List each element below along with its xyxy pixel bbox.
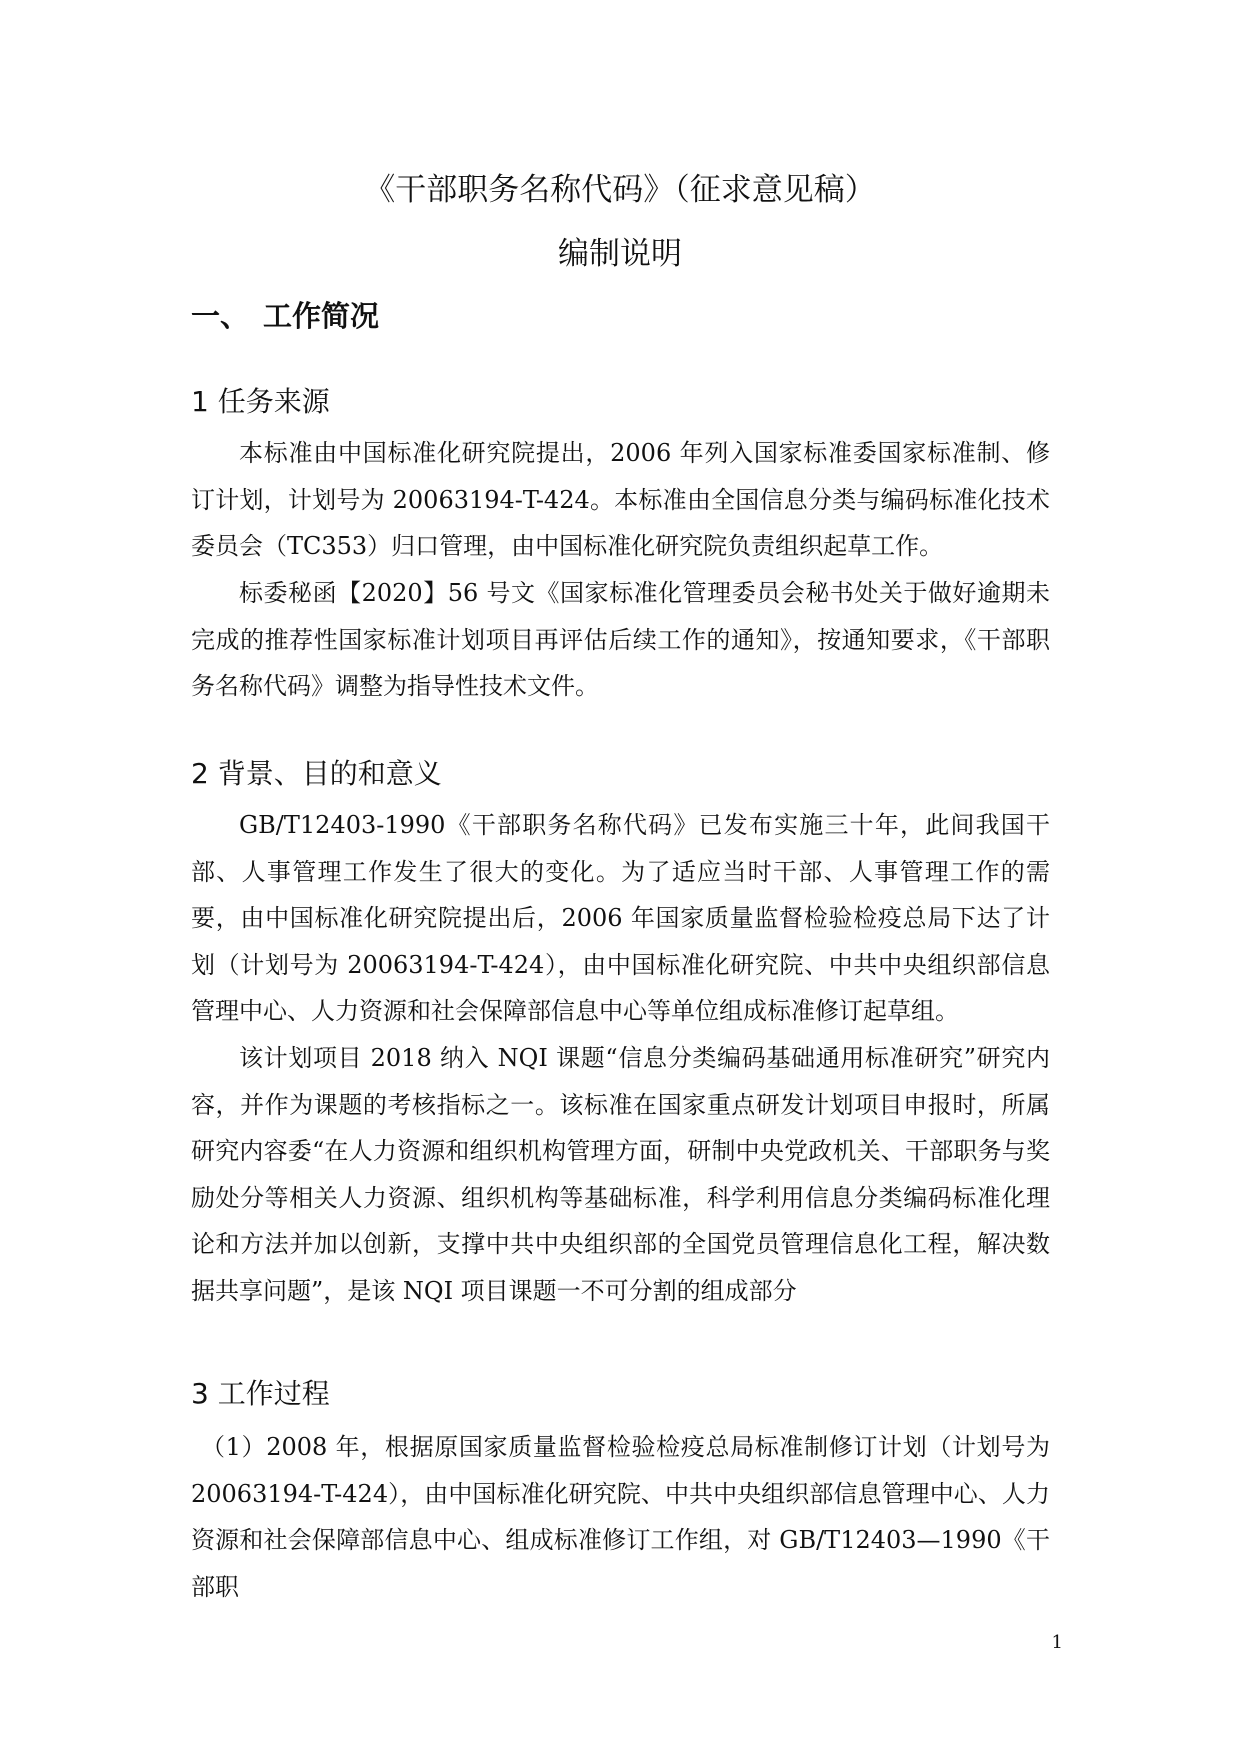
paragraph-task-source-2: 标委秘函【2020】56 号文《国家标准化管理委员会秘书处关于做好逾期未完成的推荐性国家标准计划项目再评估后续工作的通知》，按通知要求，《干部职务名称代码》调整为指导性技术文件。 <box>191 579 1050 701</box>
subsection-heading-task-source: 1 任务来源 <box>191 385 330 418</box>
page-number: 1 <box>1051 1632 1063 1653</box>
paragraph-work-process-1: （1）2008 年，根据原国家质量监督检验检疫总局标准制修订计划（计划号为 20063194-T-424），由中国标准化研究院、中共中央组织部信息管理中心、人力资源和社会保障部信息中心、组成标准修订工作组，对 GB/T12403—1990《干部职 <box>191 1433 1050 1601</box>
subsection-heading-work-process: 3 工作过程 <box>191 1377 330 1410</box>
section-heading-1 <box>191 294 379 335</box>
section-title: 工作简况 <box>263 299 380 333</box>
paragraph-task-source-1: 本标准由中国标准化研究院提出，2006 年列入国家标准委国家标准制、修订计划，计划号为 20063194-T-424。本标准由全国信息分类与编码标准化技术委员会（TC353）归口管理，由中国标准化研究院负责组织起草工作。 <box>191 439 1050 561</box>
subsection-heading-background: 2 背景、目的和意义 <box>191 757 442 790</box>
section-number: 一、 <box>191 299 250 333</box>
document-subtitle: 编制说明 <box>558 236 682 272</box>
document-title: 《干部职务名称代码》（征求意见稿） <box>364 172 876 208</box>
paragraph-background-2: 该计划项目 2018 纳入 NQI 课题“信息分类编码基础通用标准研究”研究内容，并作为课题的考核指标之一。该标准在国家重点研发计划项目申报时，所属研究内容委“在人力资源和组织机构管理方面，研制中央党政机关、干部职务与奖励处分等相关人力资源、组织机构等基础标准，科学利用信息分类编码标准化理论和方法并加以创新，支撑中共中央组织部的全国党员管理信息化工程，解决数据共享问题”，是该 NQI 项目课题一不可分割的组成部分 <box>191 1044 1050 1305</box>
paragraph-background-1: GB/T12403-1990《干部职务名称代码》已发布实施三十年，此间我国干部、人事管理工作发生了很大的变化。为了适应当时干部、人事管理工作的需要，由中国标准化研究院提出后，2006 年国家质量监督检验检疫总局下达了计划（计划号为 20063194-T-424），由中国标准化研究院、中共中央组织部信息管理中心、人力资源和社会保障部信息中心等单位组成标准修订起草组。 <box>191 811 1050 1026</box>
